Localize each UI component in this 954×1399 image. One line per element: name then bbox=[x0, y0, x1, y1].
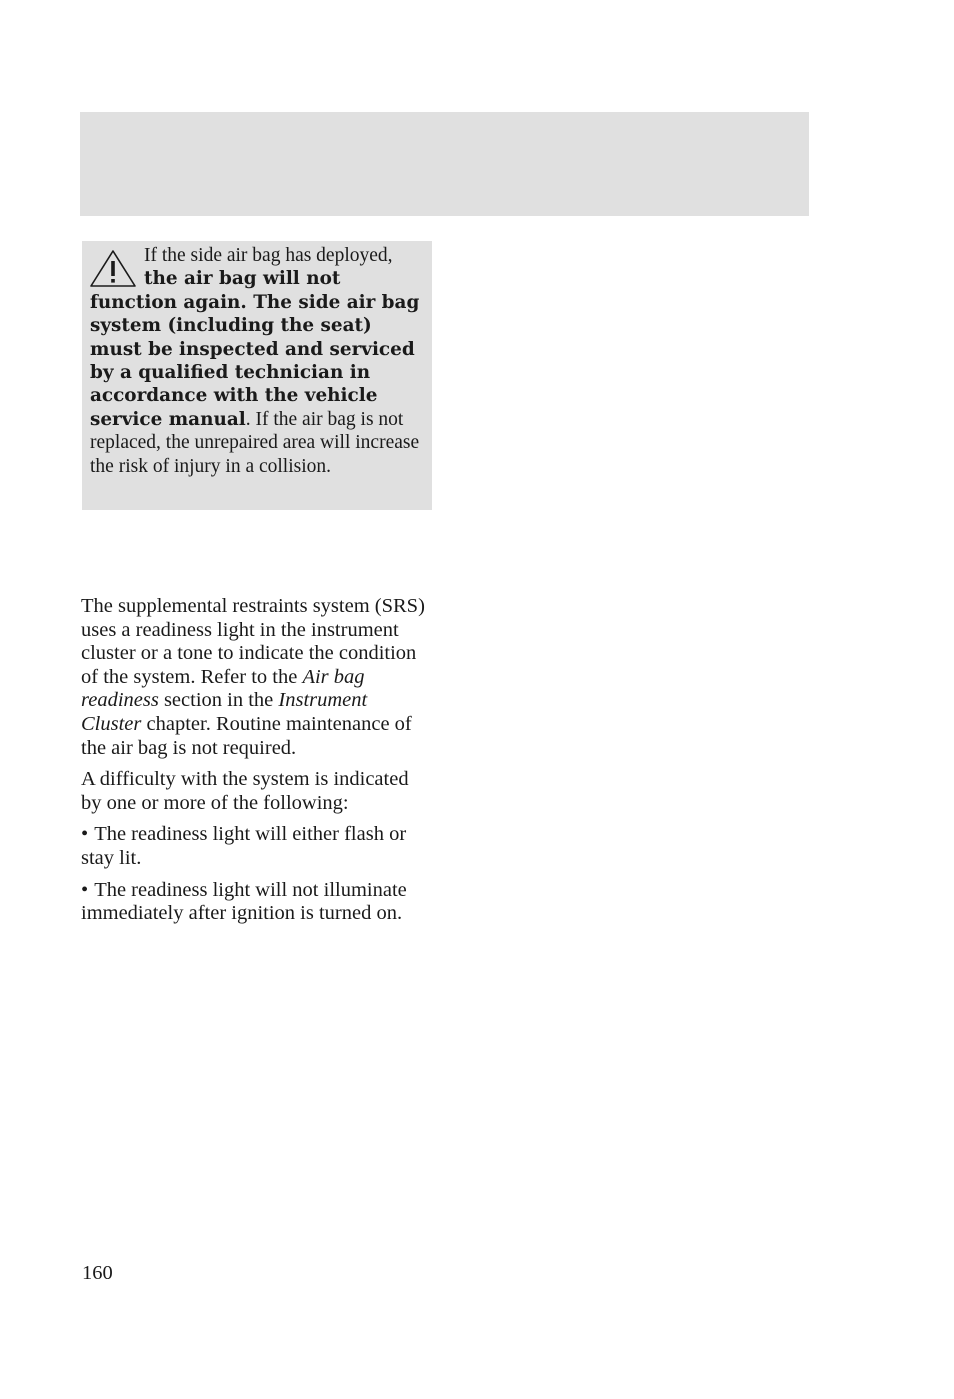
warning-text-outro: . If the air bag is not replaced, the unrepaired area will increase the risk of injury in a collision. bbox=[90, 408, 420, 477]
body-text-column bbox=[81, 595, 431, 934]
page-number: 160 bbox=[82, 1262, 113, 1284]
paragraph-srs bbox=[81, 595, 431, 760]
bullet-item bbox=[81, 879, 431, 926]
bullet-item bbox=[81, 823, 431, 870]
air-bag-readiness-ref: Air bag readiness bbox=[81, 665, 365, 712]
paragraph-difficulty: A difficulty with the system is indicated by one or more of the following: bbox=[81, 768, 409, 814]
bullet-text: The readiness light will not illuminate immediately after ignition is turned on. bbox=[81, 878, 407, 925]
bullet-text: The readiness light will either flash or stay lit. bbox=[81, 823, 407, 869]
paragraph-srs-text-b: section in the bbox=[158, 689, 279, 712]
instrument-cluster-ref: Instrument Cluster bbox=[81, 689, 368, 735]
warning-triangle-icon bbox=[88, 248, 138, 290]
warning-text-intro: If the side air bag has deployed, bbox=[144, 245, 393, 266]
warning-text-bold: the air bag will not function again. The side air bag system (including the seat) must be inspected and serviced by a qualified technician in accordance with the vehicle service manual bbox=[90, 268, 420, 430]
header-band bbox=[80, 112, 809, 216]
paragraph-srs-text-a: The supplemental restraints system (SRS) uses a readiness light in the instrument cluster or a tone to indicate the condition of the system. Refer to the bbox=[81, 595, 425, 688]
warning-box bbox=[82, 241, 432, 510]
paragraph-srs-text-c: chapter. Routine maintenance of the air bag is not required. bbox=[81, 712, 412, 759]
